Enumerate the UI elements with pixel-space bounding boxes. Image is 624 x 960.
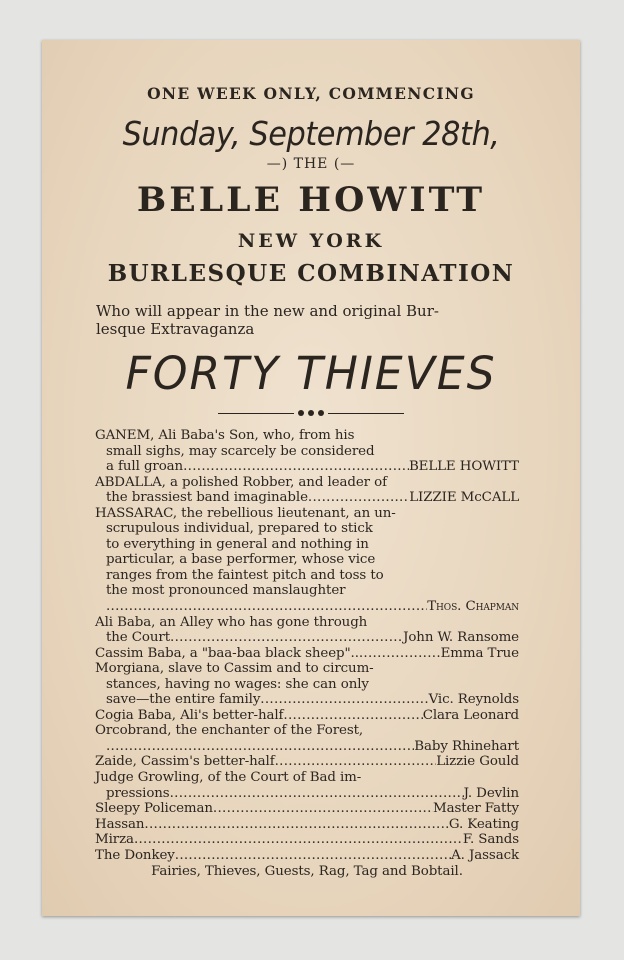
cast-role-text: to everything in general and nothing in (106, 536, 369, 552)
dot-leader (275, 754, 437, 770)
cast-actor-name: Baby Rhinehart (414, 738, 519, 754)
cast-actor-name: Lizzie Gould (436, 754, 519, 770)
cast-role-text: particular, a base performer, whose vice (106, 552, 376, 568)
cast-actor-name: Thos. Chapman (427, 599, 519, 615)
playbill-card (42, 40, 580, 916)
cast-role-text: ABDALLA, a polished Robber, and leader of (95, 474, 387, 490)
cast-line (95, 615, 519, 631)
appearance-note (96, 302, 439, 338)
cast-line (95, 630, 519, 646)
city-name: NEW YORK (237, 230, 385, 252)
cast-line (95, 817, 519, 833)
cast-role-text: HASSARAC, the rebellious lieutenant, an un- (95, 505, 396, 521)
cast-role-text: small sighs, may scarcely be considered (106, 443, 375, 459)
cast-line (95, 475, 519, 491)
cast-actor-name: John W. Ransome (403, 630, 519, 646)
cast-role-text: Cogia Baba, Ali's better-half (95, 707, 284, 723)
cast-role-text: Morgiana, slave to Cassim and to circum- (95, 661, 374, 677)
cast-line (95, 552, 519, 568)
divider-dot-left (298, 410, 304, 416)
cast-line (95, 490, 519, 506)
cast-role-text: Zaide, Cassim's better-half (95, 754, 275, 770)
appearance-note-line-2: lesque Extravaganza (96, 320, 255, 338)
cast-line (95, 459, 519, 475)
cast-line (95, 537, 519, 553)
cast-role-text: Sleepy Policeman (95, 801, 213, 817)
divider-dot-center (308, 410, 314, 416)
cast-line (95, 708, 519, 724)
cast-role-text: Ali Baba, an Alley who has gone through (95, 614, 368, 630)
cast-line (95, 646, 519, 662)
cast-role-text: Mirza (95, 832, 134, 848)
cast-role-text: ranges from the faintest pitch and toss to (106, 567, 384, 583)
cast-role-text: save—the entire family (106, 692, 261, 708)
cast-role-text: the Court (106, 630, 171, 646)
opening-date: Sunday, September 28th, (122, 114, 500, 153)
cast-actor-name: LIZZIE McCALL (409, 490, 519, 506)
cast-role-text: stances, having no wages: she can only (106, 676, 369, 692)
cast-line (95, 848, 519, 864)
cast-role-text: scrupulous individual, prepared to stick (106, 521, 373, 537)
cast-line (95, 786, 519, 802)
dot-leader (283, 708, 422, 724)
show-title: FORTY THIEVES (125, 347, 497, 400)
dot-leader (134, 832, 463, 848)
cast-role-text: the most pronounced manslaughter (106, 583, 346, 599)
dot-leader (175, 848, 451, 864)
dot-leader (170, 630, 403, 646)
cast-line (95, 599, 519, 615)
cast-role-text: Cassim Baba, a "baa-baa black sheep".. (95, 645, 359, 661)
cast-role-text: the brassiest band imaginable (106, 490, 308, 506)
cast-line (95, 583, 519, 599)
dot-leader (213, 801, 433, 817)
cast-line (95, 832, 519, 848)
divider-line-left (218, 413, 294, 414)
cast-role-text: Judge Growling, of the Court of Bad im- (95, 770, 362, 786)
cast-actor-name: J. Devlin (463, 785, 519, 801)
cast-line (95, 444, 519, 460)
cast-actor-name: Vic. Reynolds (428, 692, 519, 708)
cast-role-text: pressions (106, 785, 170, 801)
the-connector: —) THE (— (266, 156, 356, 172)
cast-role-text: Hassan (95, 816, 145, 832)
cast-role-text: The Donkey (95, 847, 175, 863)
divider-line-right (328, 413, 404, 414)
cast-line (95, 568, 519, 584)
cast-actor-name: Emma True (440, 645, 519, 661)
cast-role-text: a full groan (106, 459, 184, 475)
cast-actor-name: Master Fatty (432, 801, 519, 817)
dot-leader (183, 459, 409, 475)
cast-actor-name: A. Jassack (451, 847, 519, 863)
cast-line (95, 428, 519, 444)
cast-role-text: GANEM, Ali Baba's Son, who, from his (95, 428, 355, 443)
combination-heading: BURLESQUE COMBINATION (107, 260, 515, 287)
cast-actor-name: G. Keating (448, 816, 519, 832)
dot-leader (359, 646, 441, 662)
cast-line (95, 692, 519, 708)
cast-line (95, 677, 519, 693)
supporting-cast-line: Fairies, Thieves, Guests, Rag, Tag and Bobtail. (151, 864, 463, 880)
cast-line (95, 801, 519, 817)
company-name: BELLE HOWITT (136, 180, 486, 220)
cast-line (95, 723, 519, 739)
cast-role-text: Orcobrand, the enchanter of the Forest, (95, 723, 364, 739)
dot-leader (260, 692, 428, 708)
cast-line (95, 739, 519, 755)
one-week-only-heading: ONE WEEK ONLY, COMMENCING (147, 84, 475, 103)
cast-line (95, 770, 519, 786)
dot-leader (106, 599, 427, 615)
cast-line (95, 754, 519, 770)
dot-leader (170, 786, 464, 802)
appearance-note-line-1: Who will appear in the new and original Bur- (96, 302, 439, 320)
dot-leader (144, 817, 448, 833)
cast-actor-name: BELLE HOWITT (408, 459, 519, 475)
dot-leader (308, 490, 409, 506)
cast-line (95, 661, 519, 677)
dot-leader (106, 739, 414, 755)
cast-line (95, 521, 519, 537)
cast-line (95, 506, 519, 522)
divider-dot-right (318, 410, 324, 416)
cast-actor-name: Clara Leonard (422, 707, 519, 723)
cast-actor-name: F. Sands (462, 832, 519, 848)
divider-ornament (218, 410, 404, 416)
cast-list (95, 428, 519, 880)
